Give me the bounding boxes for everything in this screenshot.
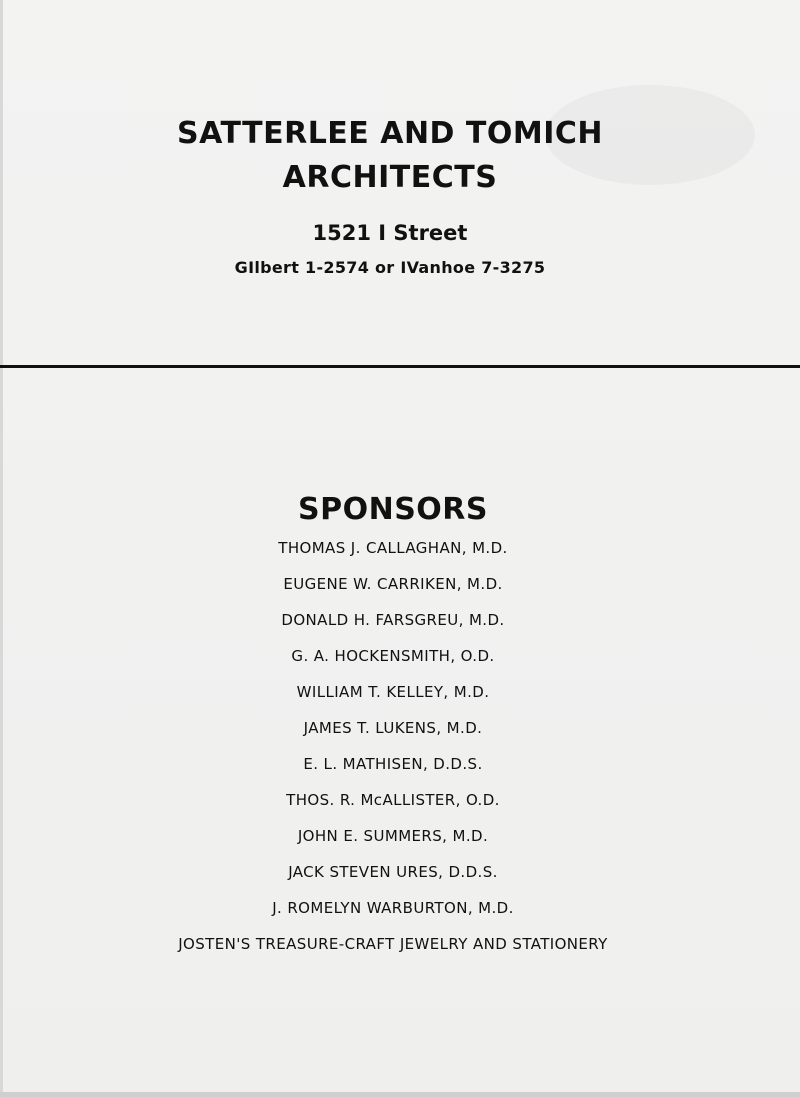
firm-type: ARCHITECTS xyxy=(282,160,498,195)
sponsor-list xyxy=(0,530,786,962)
sponsor-item: JACK STEVEN URES, D.D.S. xyxy=(288,863,498,881)
sponsor-item: THOMAS J. CALLAGHAN, M.D. xyxy=(278,539,508,557)
sponsor-item: G. A. HOCKENSMITH, O.D. xyxy=(291,647,495,665)
sponsor-item: JOSTEN'S TREASURE-CRAFT JEWELRY AND STATIONERY xyxy=(178,935,608,953)
page-bottom-edge xyxy=(0,1092,800,1097)
sponsor-item: JOHN E. SUMMERS, M.D. xyxy=(297,827,489,845)
section-divider xyxy=(0,365,800,368)
sponsor-item: E. L. MATHISEN, D.D.S. xyxy=(303,755,483,773)
sponsor-item: WILLIAM T. KELLEY, M.D. xyxy=(296,683,490,701)
firm-address: 1521 I Street xyxy=(312,221,468,245)
sponsor-item: THOS. R. McALLISTER, O.D. xyxy=(286,791,500,809)
sponsors-heading: SPONSORS xyxy=(297,492,489,527)
architect-ad xyxy=(0,112,780,280)
sponsors-section xyxy=(0,490,786,962)
firm-name: SATTERLEE AND TOMICH xyxy=(176,116,604,151)
sponsor-item: DONALD H. FARSGREU, M.D. xyxy=(281,611,505,629)
sponsor-item: JAMES T. LUKENS, M.D. xyxy=(303,719,483,737)
firm-phones: GIlbert 1-2574 or IVanhoe 7-3275 xyxy=(234,258,546,277)
sponsor-item: J. ROMELYN WARBURTON, M.D. xyxy=(272,899,514,917)
sponsor-item: EUGENE W. CARRIKEN, M.D. xyxy=(283,575,503,593)
